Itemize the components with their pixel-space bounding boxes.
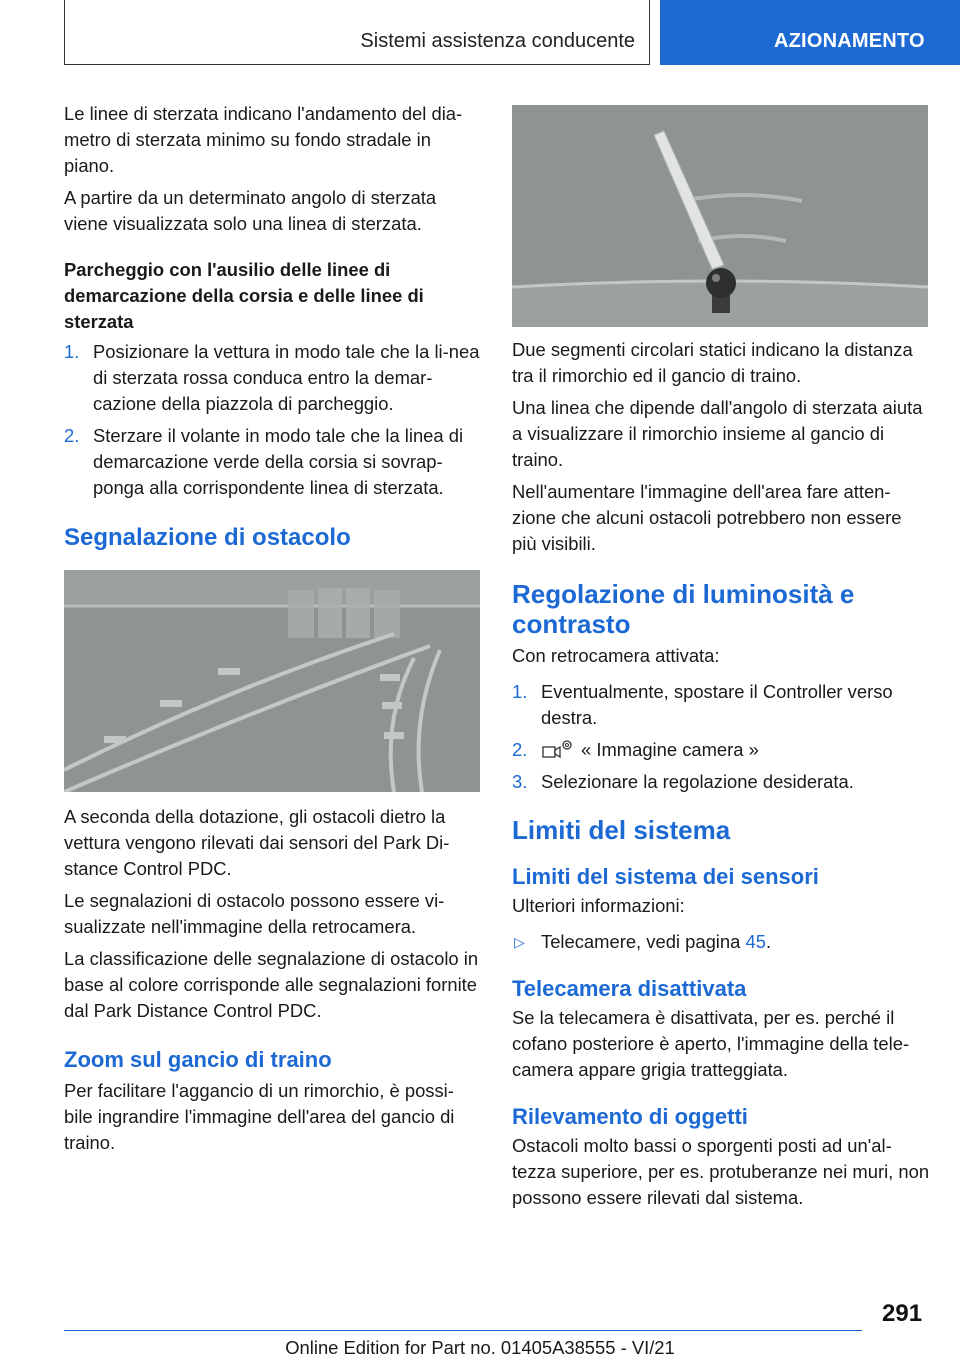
list-item <box>512 929 930 955</box>
step-text: Sterzare il volante in modo tale che la linea di demarcazione verde della corsia si sovrap-ponga alla corrispondente linea di sterzata. <box>93 425 464 498</box>
subheading-parking: Parcheggio con l'ausilio delle linee di demarcazione della corsia e delle linee di sterzata <box>64 259 424 332</box>
step-number: 2. <box>512 739 528 760</box>
header-section-box <box>64 0 650 65</box>
paragraph: Le segnalazioni di ostacolo possono essere vi-sualizzate nell'immagine della retrocamera. <box>64 890 445 937</box>
step-text: « Immagine camera » <box>581 739 759 760</box>
paragraph: Se la telecamera è disattivata, per es. perché il cofano posteriore è aperto, l'immagine della tele-camera appare grigia tratteggiata. <box>512 1007 910 1080</box>
paragraph: Una linea che dipende dall'angolo di sterzata aiuta a visualizzare il rimorchio insieme al gancio di traino. <box>512 397 923 470</box>
footer-edition: Online Edition for Part no. 01405A38555 - VI/21 <box>285 1337 675 1358</box>
header-chapter-title: AZIONAMENTO <box>774 30 925 52</box>
step-text: Selezionare la regolazione desiderata. <box>541 771 854 792</box>
hitch-zoom-figure <box>512 105 928 327</box>
camera-settings-icon <box>541 738 575 760</box>
steps-list <box>64 339 480 501</box>
heading-obstacle: Segnalazione di ostacolo <box>64 524 351 551</box>
heading-zoom: Zoom sul gancio di traino <box>64 1047 332 1072</box>
list-item <box>512 679 930 731</box>
paragraph: A partire da un determinato angolo di sterzata viene visualizzata solo una linea di sterzata. <box>64 187 437 234</box>
paragraph: Nell'aumentare l'immagine dell'area fare atten-zione che alcuni ostacoli potrebbero non essere più visibili. <box>512 481 902 554</box>
paragraph: A seconda della dotazione, gli ostacoli dietro la vettura vengono rilevati dai sensori del Park Di-stance Control PDC. <box>64 806 450 879</box>
heading-limits: Limiti del sistema <box>512 815 731 845</box>
list-item <box>64 423 480 501</box>
page-link[interactable]: 45 <box>745 931 766 952</box>
paragraph: Per facilitare l'aggancio di un rimorchio, è possi-bile ingrandire l'immagine dell'area del gancio di traino. <box>64 1080 455 1153</box>
paragraph: Ostacoli molto bassi o sporgenti posti ad un'al-tezza superiore, per es. protuberanze nei muri, non possono essere rilevati dal sistema. <box>512 1135 930 1208</box>
page-number: 291 <box>882 1300 923 1327</box>
paragraph: Due segmenti circolari statici indicano la distanza tra il rimorchio ed il gancio di traino. <box>512 339 913 386</box>
bullet-end: . <box>765 931 772 952</box>
bullet-text: Telecamere, vedi pagina <box>541 931 741 952</box>
step-text: Eventualmente, spostare il Controller verso destra. <box>541 681 893 728</box>
paragraph: La classificazione delle segnalazione di ostacolo in base al colore corrisponde alle segnalazioni fornite dal Park Distance Control PDC. <box>64 948 479 1021</box>
left-column <box>64 101 480 1162</box>
obstacle-camera-figure <box>64 570 480 792</box>
heading-camera-off: Telecamera disattivata <box>512 976 747 1001</box>
header-section-title: Sistemi assistenza conducente <box>360 30 635 52</box>
step-number: 1. <box>512 681 528 702</box>
right-column <box>512 101 930 1217</box>
triangle-bullet-icon: ▷ <box>514 934 525 950</box>
footer-divider <box>64 1330 862 1331</box>
header-chapter-tab[interactable] <box>660 0 960 65</box>
paragraph: Con retrocamera attivata: <box>512 645 720 666</box>
heading-detection: Rilevamento di oggetti <box>512 1104 748 1129</box>
step-number: 1. <box>64 341 80 362</box>
steps-list <box>512 679 930 795</box>
heading-sensor-limits: Limiti del sistema dei sensori <box>512 864 819 889</box>
heading-brightness: Regolazione di luminosità e contrasto <box>512 579 855 639</box>
list-item <box>64 339 480 417</box>
paragraph: Le linee di sterzata indicano l'andamento del dia-metro di sterzata minimo su fondo stradale in piano. <box>64 103 463 176</box>
step-number: 2. <box>64 425 80 446</box>
bullet-list <box>512 929 930 955</box>
list-item <box>512 737 930 763</box>
list-item <box>512 769 930 795</box>
step-number: 3. <box>512 771 528 792</box>
step-text: Posizionare la vettura in modo tale che la li-nea di sterzata rossa conduca entro la demar-cazione della piazzola di parcheggio. <box>93 341 480 414</box>
paragraph: Ulteriori informazioni: <box>512 895 685 916</box>
